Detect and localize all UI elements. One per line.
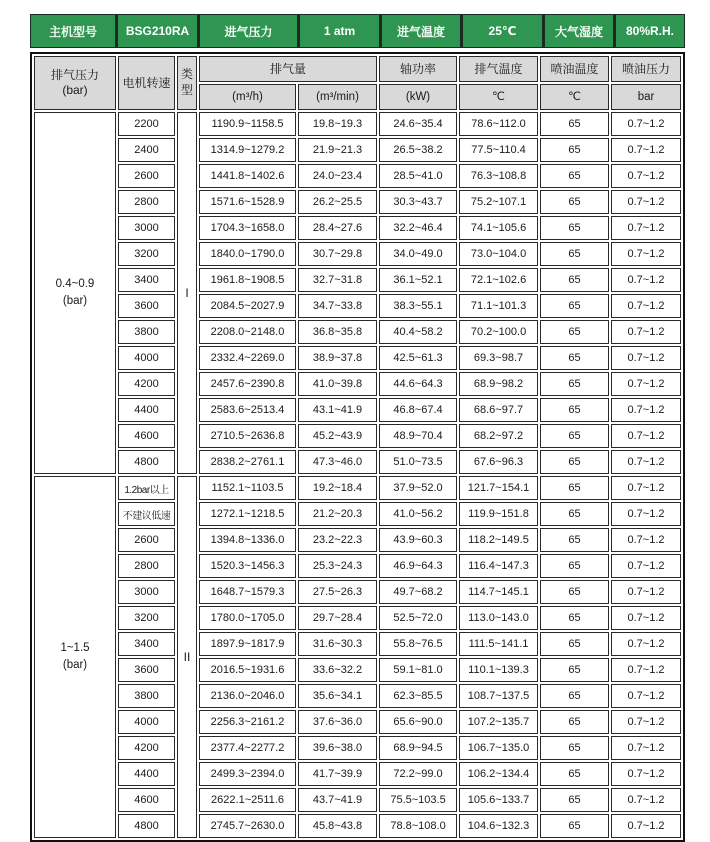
table-row	[34, 580, 681, 604]
m3min-value-cell: 45.2~43.9	[298, 424, 377, 448]
motor-speed-cell: 4200	[118, 736, 175, 760]
discharge-temp-cell: 67.6~96.3	[459, 450, 538, 474]
oil-pressure-cell: 0.7~1.2	[611, 736, 681, 760]
m3h-value-cell: 1571.6~1528.9	[199, 190, 296, 214]
unit-discharge-temp-c: ℃	[459, 84, 538, 110]
kw-value-cell: 62.3~85.5	[379, 684, 457, 708]
oil-temp-cell: 65	[540, 138, 609, 162]
oil-temp-cell: 65	[540, 424, 609, 448]
motor-speed-cell: 4400	[118, 762, 175, 786]
m3min-value-cell: 28.4~27.6	[298, 216, 377, 240]
oil-pressure-cell: 0.7~1.2	[611, 398, 681, 422]
oil-pressure-cell: 0.7~1.2	[611, 242, 681, 266]
discharge-temp-cell: 119.9~151.8	[459, 502, 538, 526]
m3h-value-cell: 2583.6~2513.4	[199, 398, 296, 422]
oil-temp-cell: 65	[540, 710, 609, 734]
discharge-temp-cell: 111.5~141.1	[459, 632, 538, 656]
m3h-value-cell: 2838.2~2761.1	[199, 450, 296, 474]
oil-temp-cell: 65	[540, 580, 609, 604]
m3min-value-cell: 24.0~23.4	[298, 164, 377, 188]
kw-value-cell: 59.1~81.0	[379, 658, 457, 682]
oil-pressure-cell: 0.7~1.2	[611, 632, 681, 656]
motor-speed-cell: 4200	[118, 372, 175, 396]
m3min-value-cell: 31.6~30.3	[298, 632, 377, 656]
motor-speed-cell: 3000	[118, 216, 175, 240]
oil-temp-cell: 65	[540, 398, 609, 422]
oil-temp-cell: 65	[540, 450, 609, 474]
table-row	[34, 372, 681, 396]
table-row	[34, 242, 681, 266]
motor-speed-cell: 4600	[118, 788, 175, 812]
kw-value-cell: 49.7~68.2	[379, 580, 457, 604]
unit-m3min: (m³/min)	[298, 84, 377, 110]
motor-speed-cell: 1.2bar以上	[118, 476, 175, 500]
oil-pressure-cell: 0.7~1.2	[611, 346, 681, 370]
m3h-value-cell: 1897.9~1817.9	[199, 632, 296, 656]
m3h-value-cell: 2332.4~2269.0	[199, 346, 296, 370]
oil-temp-cell: 65	[540, 788, 609, 812]
kw-value-cell: 42.5~61.3	[379, 346, 457, 370]
m3h-value-cell: 1394.8~1336.0	[199, 528, 296, 552]
m3min-value-cell: 41.0~39.8	[298, 372, 377, 396]
table-row	[34, 736, 681, 760]
table-row	[34, 528, 681, 552]
kw-value-cell: 46.8~67.4	[379, 398, 457, 422]
kw-value-cell: 44.6~64.3	[379, 372, 457, 396]
table-row	[34, 216, 681, 240]
discharge-temp-cell: 106.2~134.4	[459, 762, 538, 786]
discharge-pressure-label: 排气压力	[50, 68, 99, 82]
m3min-value-cell: 21.9~21.3	[298, 138, 377, 162]
m3h-value-cell: 2499.3~2394.0	[199, 762, 296, 786]
m3min-value-cell: 37.6~36.0	[298, 710, 377, 734]
oil-pressure-cell: 0.7~1.2	[611, 268, 681, 292]
title-cell-humidity-value: 80%R.H.	[614, 14, 685, 48]
m3h-value-cell: 1780.0~1705.0	[199, 606, 296, 630]
kw-value-cell: 28.5~41.0	[379, 164, 457, 188]
kw-value-cell: 51.0~73.5	[379, 450, 457, 474]
oil-pressure-cell: 0.7~1.2	[611, 814, 681, 838]
motor-speed-cell: 3200	[118, 242, 175, 266]
discharge-temp-cell: 70.2~100.0	[459, 320, 538, 344]
m3h-value-cell: 1314.9~1279.2	[199, 138, 296, 162]
spec-table	[30, 52, 685, 842]
discharge-temp-cell: 110.1~139.3	[459, 658, 538, 682]
m3min-value-cell: 19.8~19.3	[298, 112, 377, 136]
m3h-value-cell: 2457.6~2390.8	[199, 372, 296, 396]
title-cell-inlet-pressure-label: 进气压力	[198, 14, 298, 48]
oil-temp-cell: 65	[540, 658, 609, 682]
oil-temp-cell: 65	[540, 684, 609, 708]
kw-value-cell: 34.0~49.0	[379, 242, 457, 266]
m3min-value-cell: 29.7~28.4	[298, 606, 377, 630]
discharge-temp-cell: 75.2~107.1	[459, 190, 538, 214]
m3h-value-cell: 1272.1~1218.5	[199, 502, 296, 526]
oil-temp-cell: 65	[540, 762, 609, 786]
discharge-temp-cell: 105.6~133.7	[459, 788, 538, 812]
table-row	[34, 164, 681, 188]
oil-pressure-cell: 0.7~1.2	[611, 164, 681, 188]
table-row	[34, 710, 681, 734]
discharge-temp-cell: 71.1~101.3	[459, 294, 538, 318]
m3min-value-cell: 21.2~20.3	[298, 502, 377, 526]
motor-speed-cell: 3800	[118, 320, 175, 344]
oil-temp-cell: 65	[540, 632, 609, 656]
motor-speed-cell: 2600	[118, 164, 175, 188]
m3h-value-cell: 1441.8~1402.6	[199, 164, 296, 188]
motor-speed-cell: 不建议低速	[118, 502, 175, 526]
oil-temp-cell: 65	[540, 190, 609, 214]
col-header-shaft-power: 轴功率	[379, 56, 457, 82]
m3min-value-cell: 41.7~39.9	[298, 762, 377, 786]
m3min-value-cell: 26.2~25.5	[298, 190, 377, 214]
m3min-value-cell: 27.5~26.3	[298, 580, 377, 604]
kw-value-cell: 55.8~76.5	[379, 632, 457, 656]
m3h-value-cell: 1648.7~1579.3	[199, 580, 296, 604]
spec-sheet	[30, 14, 685, 842]
table-row	[34, 606, 681, 630]
motor-speed-cell: 3800	[118, 684, 175, 708]
oil-pressure-cell: 0.7~1.2	[611, 528, 681, 552]
kw-value-cell: 43.9~60.3	[379, 528, 457, 552]
discharge-pressure-unit: (bar)	[62, 83, 88, 97]
title-cell-humidity-label: 大气湿度	[543, 14, 614, 48]
m3min-value-cell: 30.7~29.8	[298, 242, 377, 266]
oil-temp-cell: 65	[540, 372, 609, 396]
m3min-value-cell: 39.6~38.0	[298, 736, 377, 760]
motor-speed-cell: 4600	[118, 424, 175, 448]
unit-kw: (kW)	[379, 84, 457, 110]
col-header-type: 类型	[177, 56, 197, 110]
type-cell: II	[177, 476, 197, 838]
discharge-temp-cell: 68.2~97.2	[459, 424, 538, 448]
oil-temp-cell: 65	[540, 528, 609, 552]
m3h-value-cell: 1520.3~1456.3	[199, 554, 296, 578]
m3min-value-cell: 38.9~37.8	[298, 346, 377, 370]
oil-temp-cell: 65	[540, 294, 609, 318]
oil-temp-cell: 65	[540, 242, 609, 266]
m3min-value-cell: 19.2~18.4	[298, 476, 377, 500]
m3min-value-cell: 47.3~46.0	[298, 450, 377, 474]
kw-value-cell: 68.9~94.5	[379, 736, 457, 760]
kw-value-cell: 48.9~70.4	[379, 424, 457, 448]
oil-pressure-cell: 0.7~1.2	[611, 658, 681, 682]
discharge-temp-cell: 69.3~98.7	[459, 346, 538, 370]
oil-temp-cell: 65	[540, 554, 609, 578]
oil-temp-cell: 65	[540, 268, 609, 292]
oil-temp-cell: 65	[540, 216, 609, 240]
oil-pressure-cell: 0.7~1.2	[611, 216, 681, 240]
discharge-temp-cell: 74.1~105.6	[459, 216, 538, 240]
discharge-temp-cell: 104.6~132.3	[459, 814, 538, 838]
discharge-temp-cell: 116.4~147.3	[459, 554, 538, 578]
kw-value-cell: 24.6~35.4	[379, 112, 457, 136]
discharge-temp-cell: 106.7~135.0	[459, 736, 538, 760]
m3h-value-cell: 2136.0~2046.0	[199, 684, 296, 708]
m3min-value-cell: 23.2~22.3	[298, 528, 377, 552]
m3h-value-cell: 2622.1~2511.6	[199, 788, 296, 812]
oil-pressure-cell: 0.7~1.2	[611, 372, 681, 396]
m3h-value-cell: 2377.4~2277.2	[199, 736, 296, 760]
m3h-value-cell: 2710.5~2636.8	[199, 424, 296, 448]
oil-pressure-cell: 0.7~1.2	[611, 684, 681, 708]
oil-pressure-cell: 0.7~1.2	[611, 138, 681, 162]
oil-temp-cell: 65	[540, 606, 609, 630]
table-row	[34, 788, 681, 812]
title-cell-inlet-temp-label: 进气温度	[380, 14, 461, 48]
discharge-temp-cell: 73.0~104.0	[459, 242, 538, 266]
type-cell: I	[177, 112, 197, 474]
oil-pressure-cell: 0.7~1.2	[611, 710, 681, 734]
table-row	[34, 138, 681, 162]
oil-pressure-cell: 0.7~1.2	[611, 762, 681, 786]
oil-temp-cell: 65	[540, 502, 609, 526]
m3h-value-cell: 1704.3~1658.0	[199, 216, 296, 240]
kw-value-cell: 26.5~38.2	[379, 138, 457, 162]
kw-value-cell: 72.2~99.0	[379, 762, 457, 786]
oil-temp-cell: 65	[540, 736, 609, 760]
table-row	[34, 502, 681, 526]
m3min-value-cell: 43.1~41.9	[298, 398, 377, 422]
motor-speed-cell: 2800	[118, 190, 175, 214]
table-row	[34, 658, 681, 682]
m3min-value-cell: 33.6~32.2	[298, 658, 377, 682]
kw-value-cell: 65.6~90.0	[379, 710, 457, 734]
motor-speed-cell: 2600	[118, 528, 175, 552]
col-header-air-delivery: 排气量	[199, 56, 377, 82]
m3min-value-cell: 43.7~41.9	[298, 788, 377, 812]
motor-speed-cell: 4000	[118, 710, 175, 734]
discharge-temp-cell: 77.5~110.4	[459, 138, 538, 162]
kw-value-cell: 52.5~72.0	[379, 606, 457, 630]
discharge-temp-cell: 113.0~143.0	[459, 606, 538, 630]
motor-speed-cell: 4400	[118, 398, 175, 422]
discharge-temp-cell: 121.7~154.1	[459, 476, 538, 500]
oil-temp-cell: 65	[540, 112, 609, 136]
table-row	[34, 762, 681, 786]
table-row	[34, 450, 681, 474]
motor-speed-cell: 4800	[118, 814, 175, 838]
kw-value-cell: 30.3~43.7	[379, 190, 457, 214]
m3min-value-cell: 36.8~35.8	[298, 320, 377, 344]
table-row	[34, 554, 681, 578]
header-row-1	[34, 56, 681, 82]
motor-speed-cell: 4800	[118, 450, 175, 474]
oil-temp-cell: 65	[540, 346, 609, 370]
m3h-value-cell: 2745.7~2630.0	[199, 814, 296, 838]
m3min-value-cell: 35.6~34.1	[298, 684, 377, 708]
unit-oil-temp-c: ℃	[540, 84, 609, 110]
kw-value-cell: 37.9~52.0	[379, 476, 457, 500]
pressure-range-cell: 0.4~0.9 (bar)	[34, 112, 116, 474]
table-row	[34, 684, 681, 708]
oil-pressure-cell: 0.7~1.2	[611, 112, 681, 136]
oil-pressure-cell: 0.7~1.2	[611, 190, 681, 214]
oil-temp-cell: 65	[540, 164, 609, 188]
m3h-value-cell: 1190.9~1158.5	[199, 112, 296, 136]
m3h-value-cell: 2256.3~2161.2	[199, 710, 296, 734]
oil-pressure-cell: 0.7~1.2	[611, 476, 681, 500]
motor-speed-cell: 2400	[118, 138, 175, 162]
title-cell-inlet-temp-value: 25℃	[461, 14, 543, 48]
motor-speed-cell: 3600	[118, 294, 175, 318]
discharge-temp-cell: 68.6~97.7	[459, 398, 538, 422]
m3min-value-cell: 25.3~24.3	[298, 554, 377, 578]
motor-speed-cell: 2800	[118, 554, 175, 578]
oil-pressure-cell: 0.7~1.2	[611, 320, 681, 344]
discharge-temp-cell: 72.1~102.6	[459, 268, 538, 292]
motor-speed-cell: 4000	[118, 346, 175, 370]
m3h-value-cell: 2208.0~2148.0	[199, 320, 296, 344]
motor-speed-cell: 2200	[118, 112, 175, 136]
unit-m3h: (m³/h)	[199, 84, 296, 110]
table-row	[34, 112, 681, 136]
m3h-value-cell: 1152.1~1103.5	[199, 476, 296, 500]
oil-pressure-cell: 0.7~1.2	[611, 606, 681, 630]
col-header-oil-pressure: 喷油压力	[611, 56, 681, 82]
table-row	[34, 424, 681, 448]
table-row	[34, 476, 681, 500]
oil-pressure-cell: 0.7~1.2	[611, 424, 681, 448]
table-row	[34, 632, 681, 656]
discharge-temp-cell: 118.2~149.5	[459, 528, 538, 552]
discharge-temp-cell: 78.6~112.0	[459, 112, 538, 136]
table-row	[34, 398, 681, 422]
kw-value-cell: 78.8~108.0	[379, 814, 457, 838]
unit-oil-pressure-bar: bar	[611, 84, 681, 110]
table-row	[34, 814, 681, 838]
m3h-value-cell: 2084.5~2027.9	[199, 294, 296, 318]
title-cell-inlet-pressure-value: 1 atm	[298, 14, 380, 48]
m3h-value-cell: 1840.0~1790.0	[199, 242, 296, 266]
motor-speed-cell: 3400	[118, 632, 175, 656]
kw-value-cell: 32.2~46.4	[379, 216, 457, 240]
col-header-discharge-temp: 排气温度	[459, 56, 538, 82]
oil-temp-cell: 65	[540, 320, 609, 344]
col-header-motor-speed: 电机转速	[118, 56, 175, 110]
table-row	[34, 294, 681, 318]
motor-speed-cell: 3000	[118, 580, 175, 604]
oil-temp-cell: 65	[540, 476, 609, 500]
table-row	[34, 320, 681, 344]
title-cell-model-value: BSG210RA	[116, 14, 198, 48]
oil-pressure-cell: 0.7~1.2	[611, 450, 681, 474]
motor-speed-cell: 3200	[118, 606, 175, 630]
discharge-temp-cell: 107.2~135.7	[459, 710, 538, 734]
oil-pressure-cell: 0.7~1.2	[611, 580, 681, 604]
kw-value-cell: 40.4~58.2	[379, 320, 457, 344]
oil-temp-cell: 65	[540, 814, 609, 838]
m3h-value-cell: 1961.8~1908.5	[199, 268, 296, 292]
pressure-range-cell: 1~1.5 (bar)	[34, 476, 116, 838]
oil-pressure-cell: 0.7~1.2	[611, 788, 681, 812]
kw-value-cell: 46.9~64.3	[379, 554, 457, 578]
motor-speed-cell: 3400	[118, 268, 175, 292]
title-cell-model-label: 主机型号	[30, 14, 116, 48]
discharge-temp-cell: 108.7~137.5	[459, 684, 538, 708]
m3min-value-cell: 34.7~33.8	[298, 294, 377, 318]
m3min-value-cell: 45.8~43.8	[298, 814, 377, 838]
title-bar	[30, 14, 685, 48]
m3h-value-cell: 2016.5~1931.6	[199, 658, 296, 682]
table-row	[34, 346, 681, 370]
col-header-discharge-pressure	[34, 56, 116, 110]
col-header-oil-temp: 喷油温度	[540, 56, 609, 82]
kw-value-cell: 75.5~103.5	[379, 788, 457, 812]
m3min-value-cell: 32.7~31.8	[298, 268, 377, 292]
motor-speed-cell: 3600	[118, 658, 175, 682]
table-row	[34, 268, 681, 292]
discharge-temp-cell: 68.9~98.2	[459, 372, 538, 396]
oil-pressure-cell: 0.7~1.2	[611, 294, 681, 318]
kw-value-cell: 41.0~56.2	[379, 502, 457, 526]
discharge-temp-cell: 76.3~108.8	[459, 164, 538, 188]
table-row	[34, 190, 681, 214]
oil-pressure-cell: 0.7~1.2	[611, 554, 681, 578]
discharge-temp-cell: 114.7~145.1	[459, 580, 538, 604]
oil-pressure-cell: 0.7~1.2	[611, 502, 681, 526]
kw-value-cell: 38.3~55.1	[379, 294, 457, 318]
kw-value-cell: 36.1~52.1	[379, 268, 457, 292]
spec-table-body	[34, 112, 681, 838]
